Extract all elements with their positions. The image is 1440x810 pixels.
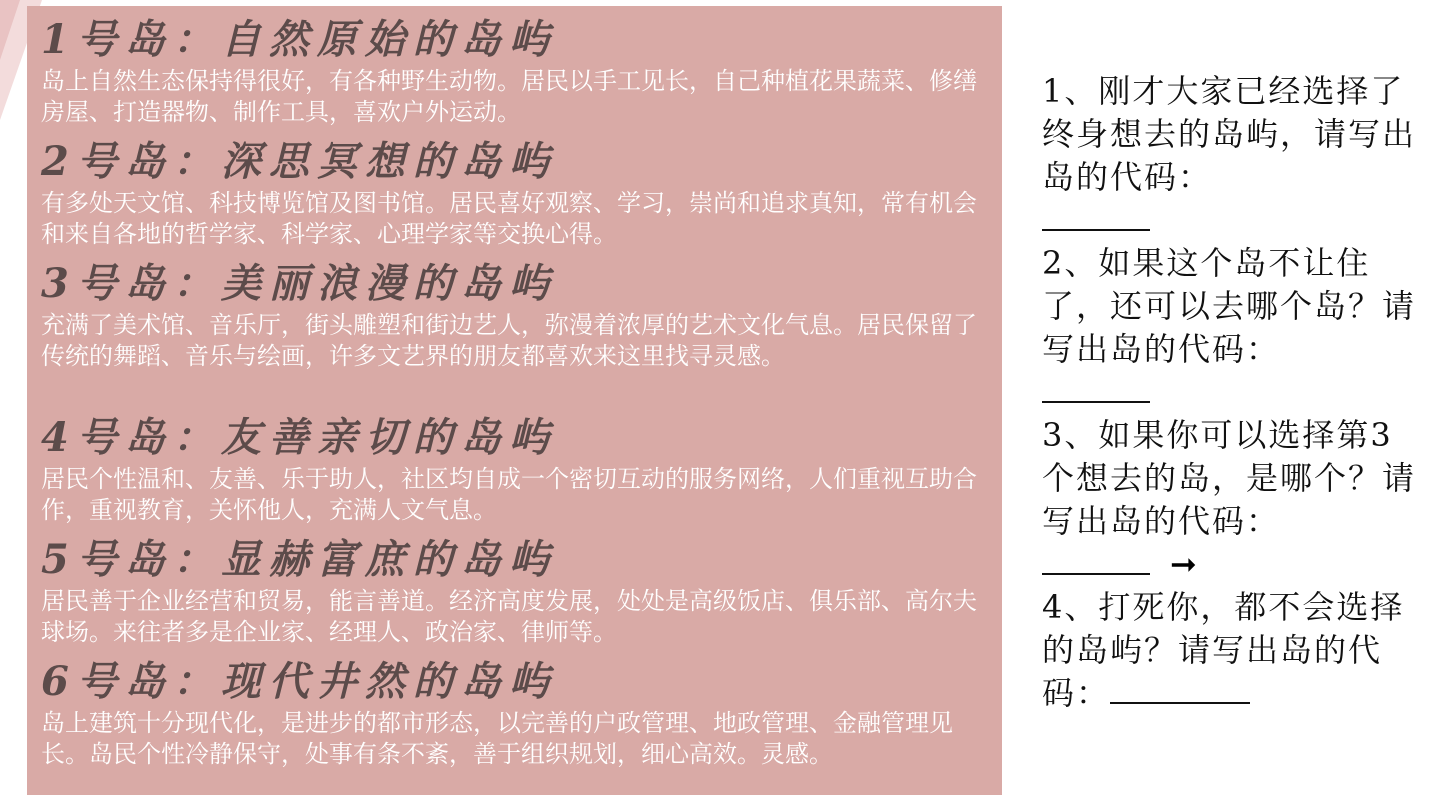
answer-blank[interactable] xyxy=(1042,371,1150,403)
island-1 xyxy=(41,16,981,128)
island-description: 岛上建筑十分现代化，是进步的都市形态，以完善的户政管理、地政管理、金融管理见长。岛民个性冷静保守，处事有条不紊，善于组织规划，细心高效。灵感。 xyxy=(41,709,953,768)
island-4 xyxy=(41,414,981,526)
island-title: 4号岛：友善亲切的岛屿 xyxy=(41,414,557,461)
island-description: 岛上自然生态保持得很好，有各种野生动物。居民以手工见长，自己种植花果蔬菜、修缮房屋、打造器物、制作工具，喜欢户外运动。 xyxy=(41,67,977,126)
islands-panel xyxy=(27,6,1002,795)
answer-blank[interactable] xyxy=(1110,672,1250,704)
answer-blank[interactable] xyxy=(1042,543,1150,575)
island-description: 居民个性温和、友善、乐于助人，社区均自成一个密切互动的服务网络，人们重视互助合作，重视教育，关怀他人，充满人文气息。 xyxy=(41,465,977,524)
island-title: 6号岛：现代井然的岛屿 xyxy=(41,658,557,705)
island-description: 有多处天文馆、科技博览馆及图书馆。居民喜好观察、学习，崇尚和追求真知，常有机会和来自各地的哲学家、科学家、心理学家等交换心得。 xyxy=(41,189,977,248)
questions-column xyxy=(1042,70,1422,715)
question-text: 3、如果你可以选择第3个想去的岛，是哪个？请写出岛的代码： xyxy=(1042,416,1417,540)
question-3 xyxy=(1042,414,1422,586)
island-5 xyxy=(41,536,981,648)
island-title: 1号岛：自然原始的岛屿 xyxy=(41,16,557,63)
answer-blank[interactable] xyxy=(1042,199,1150,231)
island-3 xyxy=(41,260,981,372)
question-text: 4、打死你，都不会选择的岛屿？请写出岛的代码： xyxy=(1042,588,1405,712)
island-6 xyxy=(41,658,981,770)
question-text: 2、如果这个岛不让住了，还可以去哪个岛？请写出岛的代码： xyxy=(1042,244,1417,368)
question-text: 1、刚才大家已经选择了终身想去的岛屿，请写出岛的代码： xyxy=(1042,72,1417,196)
island-2 xyxy=(41,138,981,250)
island-description: 充满了美术馆、音乐厅，街头雕塑和街边艺人，弥漫着浓厚的艺术文化气息。居民保留了传统的舞蹈、音乐与绘画，许多文艺界的朋友都喜欢来这里找寻灵感。 xyxy=(41,311,977,370)
question-2 xyxy=(1042,242,1422,414)
question-4 xyxy=(1042,586,1422,715)
arrow-icon: ➞ xyxy=(1170,545,1199,583)
island-description: 居民善于企业经营和贸易，能言善道。经济高度发展，处处是高级饭店、俱乐部、高尔夫球场。来往者多是企业家、经理人、政治家、律师等。 xyxy=(41,587,977,646)
question-1 xyxy=(1042,70,1422,242)
island-title: 3号岛：美丽浪漫的岛屿 xyxy=(41,260,557,307)
island-title: 2号岛：深思冥想的岛屿 xyxy=(41,138,557,185)
island-title: 5号岛：显赫富庶的岛屿 xyxy=(41,536,557,583)
